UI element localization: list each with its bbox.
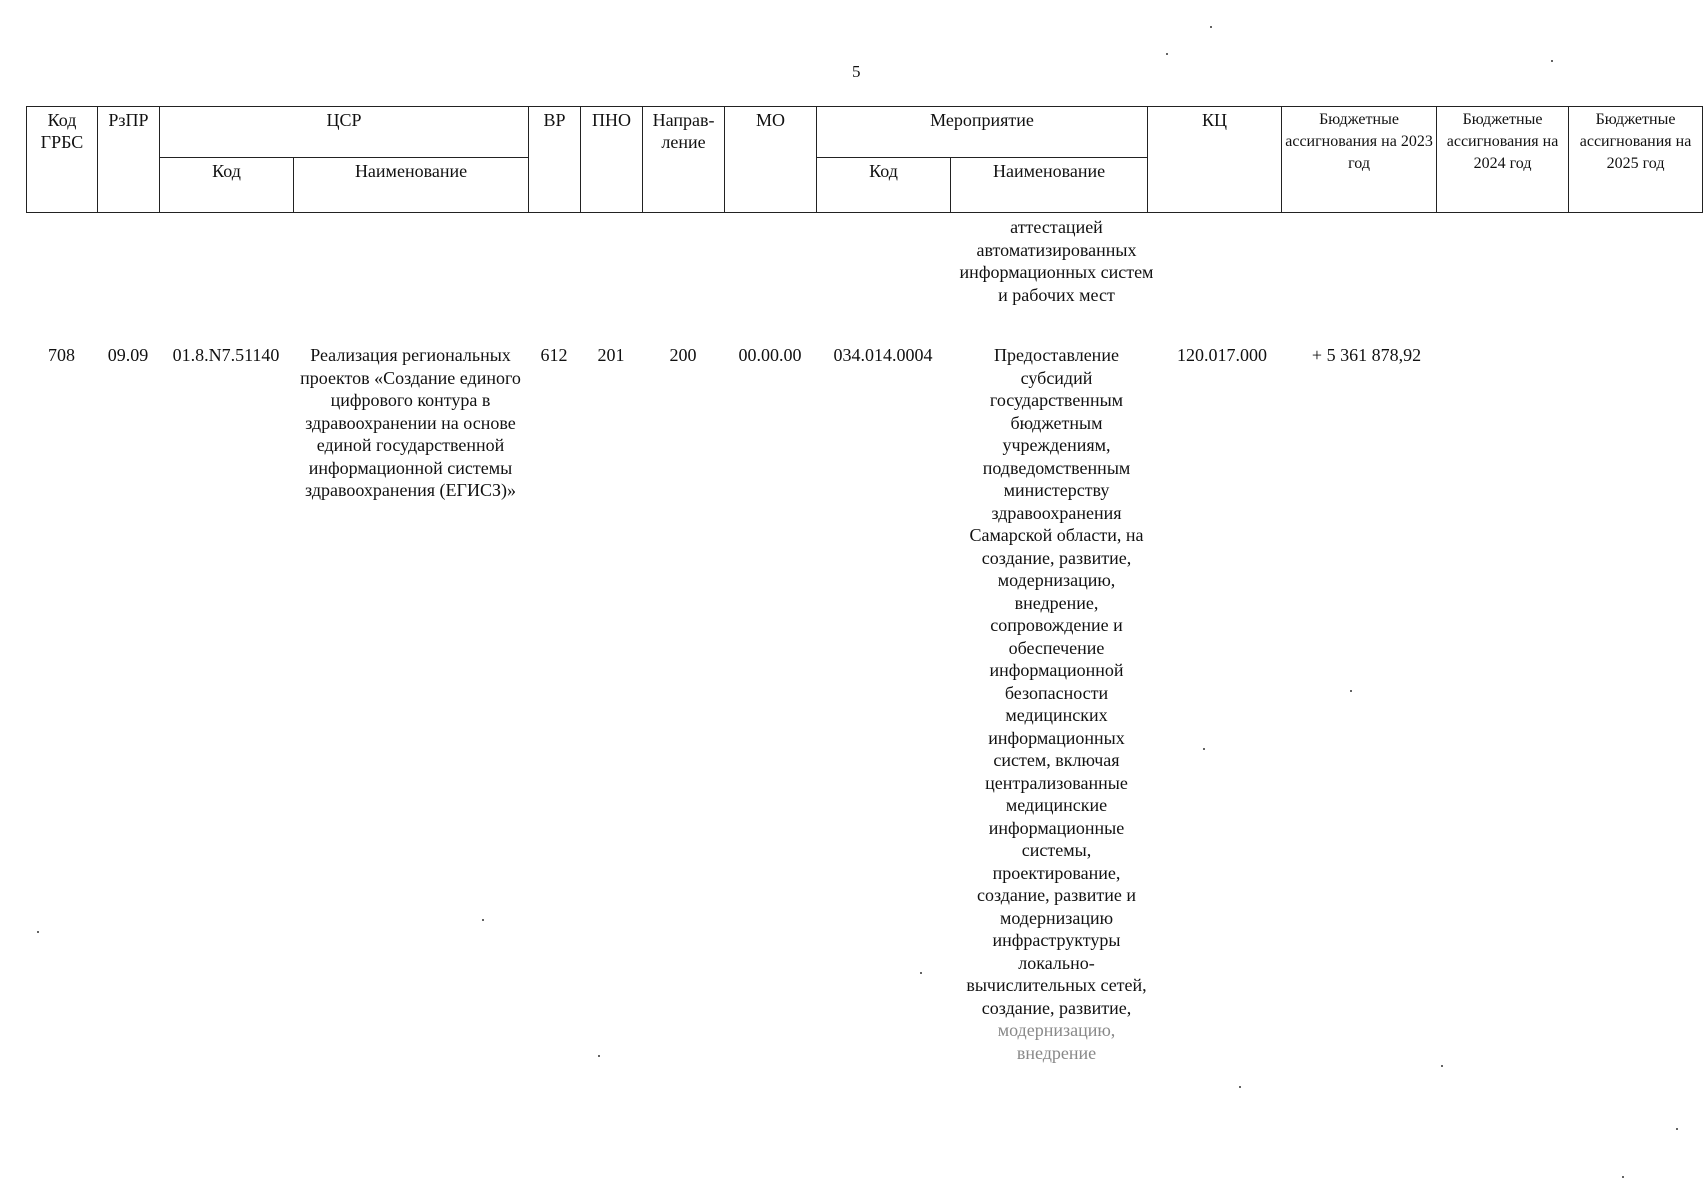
scan-speck [37,931,39,933]
scan-speck [1551,60,1553,62]
row-kod-grbs: 708 [48,345,75,365]
row-mo: 00.00.00 [738,345,802,365]
row-csr-name: Реализация региональных проектов «Создание единого цифрового контура в здравоохранении на основе единой государственной информационной системы здравоохранения (ЕГИСЗ)» [300,345,521,500]
header-mo: МО [725,107,817,213]
row-csr-kod: 01.8.N7.51140 [172,345,280,365]
scan-speck [1210,26,1212,28]
header-csr-kod: Код [160,158,294,213]
header-ba-2025: Бюджетные ассигнования на 2025 год [1569,107,1703,213]
row-ba-2023: + 5 361 878,92 [1311,345,1422,365]
header-napravlenie: Направ-ление [643,107,725,213]
continuation-mer-name: аттестацией автоматизированных информационных систем и рабочих мест [959,217,1154,305]
row-pno: 201 [597,345,625,365]
row-vr: 612 [540,345,568,365]
header-ba-2023: Бюджетные ассигнования на 2023 год [1282,107,1437,213]
row-kc: 120.017.000 [1177,345,1267,365]
header-mer-kod: Код [817,158,951,213]
scan-speck [1239,1086,1241,1088]
header-kod-grbs: Код ГРБС [27,107,98,213]
row-rzpr: 09.09 [107,345,149,365]
header-meropriyatie: Мероприятие [817,107,1148,158]
row-mer-kod: 034.014.0004 [833,345,933,365]
scan-speck [1350,690,1352,692]
header-pno: ПНО [581,107,643,213]
scan-speck [920,972,922,974]
page-number: 5 [852,62,861,81]
scan-speck [1203,748,1205,750]
table-header [26,106,1703,213]
row-mer-name [966,344,1147,1064]
header-vr: ВР [529,107,581,213]
header-kc: КЦ [1148,107,1282,213]
scan-speck [1676,1128,1678,1130]
header-mer-name: Наименование [951,158,1148,213]
header-csr-name: Наименование [294,158,529,213]
scan-speck [1622,1176,1624,1178]
scan-speck [1441,1065,1443,1067]
row-mer-name-faded: модернизацию, внедрение [997,1020,1116,1063]
row-mer-name-text: Предоставление субсидий государственным бюджетным учреждениям, подведомственным министерству здравоохранения Самарской области, на создание, развитие, модернизацию, внедрение, сопровождение и обеспечение информационной безопасности медицинских информационных систем, включая централизованные медицинские информационные системы, проектирование, создание, развитие и модернизацию инфраструктуры локально-вычислительных сетей, создание, развитие, [966,345,1147,1018]
header-ba-2024: Бюджетные ассигнования на 2024 год [1437,107,1569,213]
scan-speck [482,919,484,921]
row-napravlenie: 200 [669,345,697,365]
header-csr: ЦСР [160,107,529,158]
header-rzpr: РзПР [98,107,160,213]
scan-speck [598,1055,600,1057]
scan-speck [1166,53,1168,55]
